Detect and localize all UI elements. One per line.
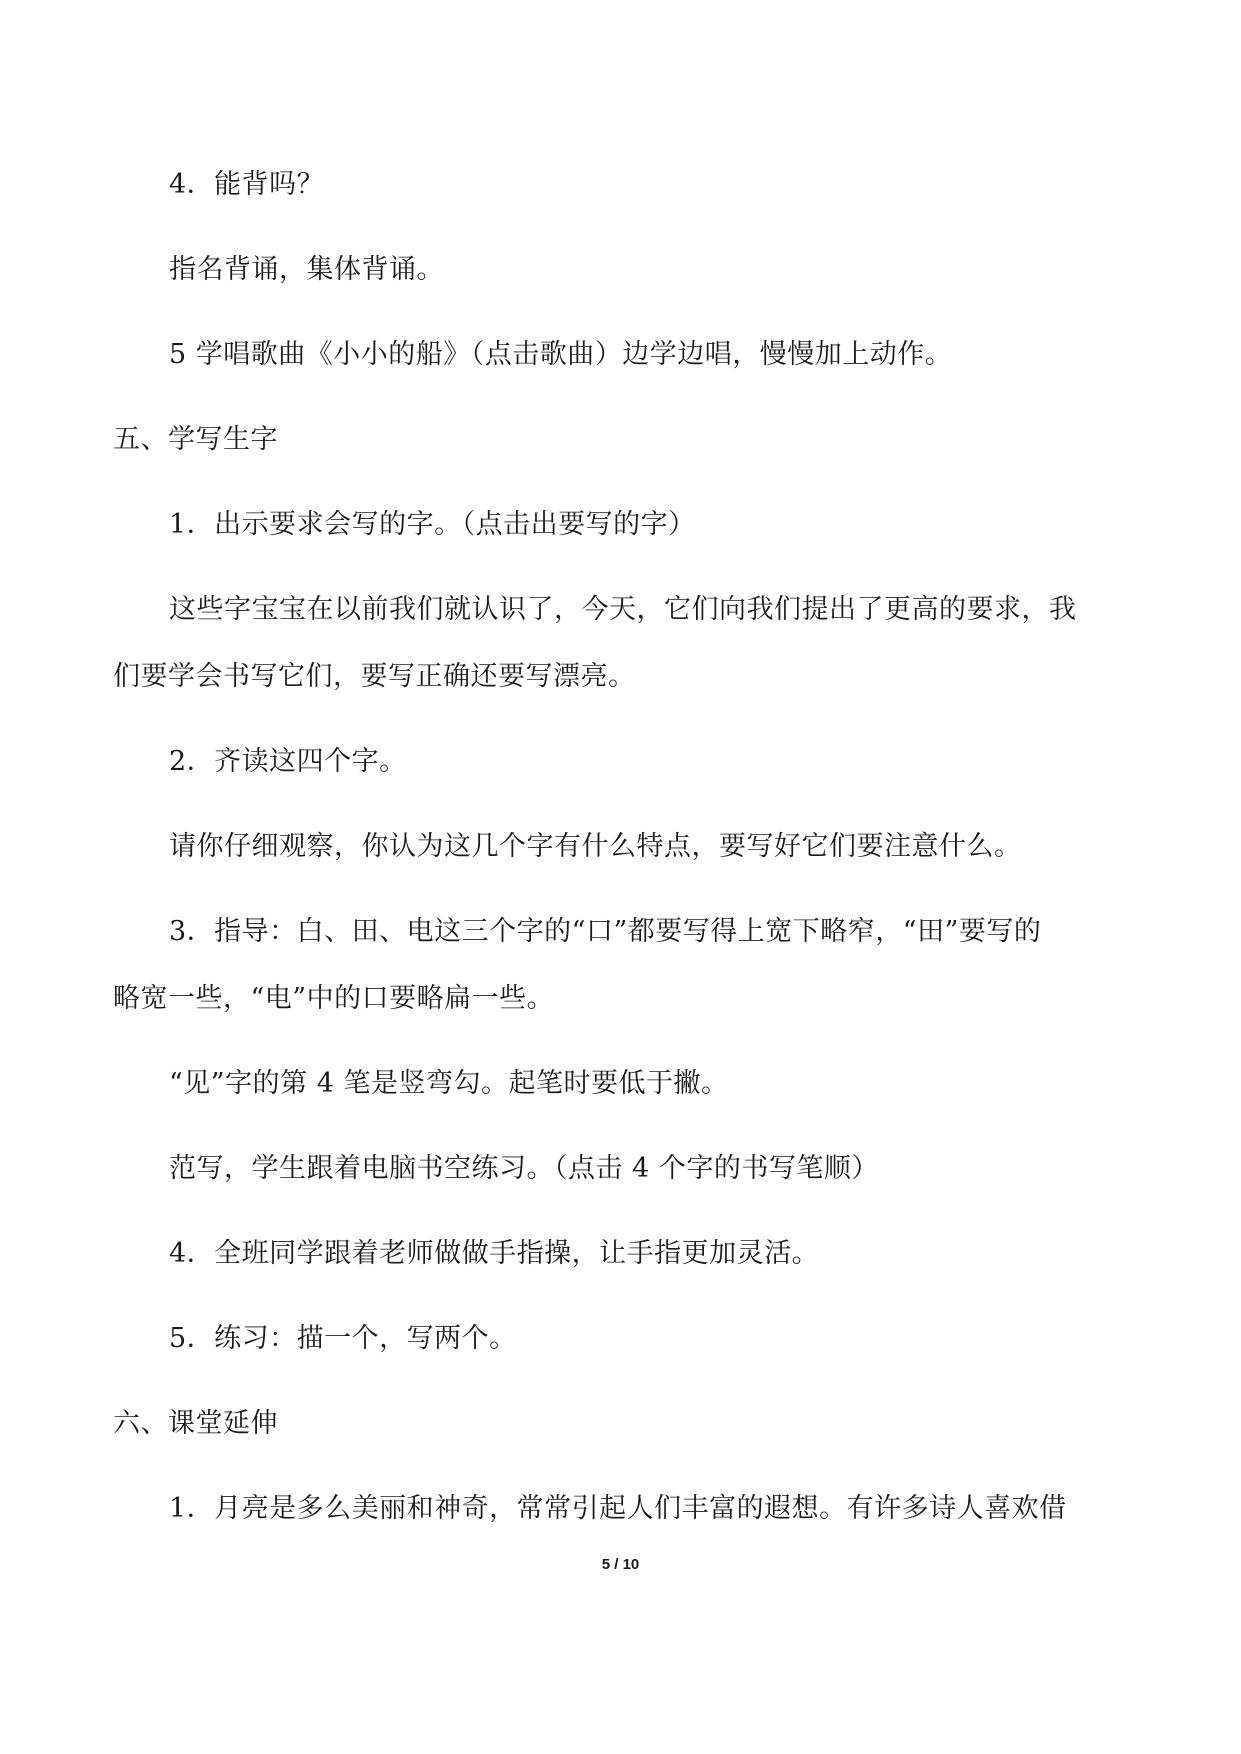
- extension-step-1: 1．月亮是多么美丽和神奇，常常引起人们丰富的遐想。有许多诗人喜欢借: [169, 1493, 1067, 1524]
- paragraph-line: 这些字宝宝在以前我们就认识了，今天，它们向我们提出了更高的要求，我: [169, 594, 1077, 625]
- stroke-note: “见”字的第 4 笔是竖弯勾。起笔时要低于撇。: [169, 1068, 729, 1099]
- demo-writing-note: 范写，学生跟着电脑书空练习。（点击 4 个字的书写笔顺）: [169, 1153, 879, 1184]
- step-4-recite-question: 4．能背吗？: [169, 169, 325, 200]
- recite-instruction: 指名背诵，集体背诵。: [169, 254, 444, 285]
- writing-step-2: 2．齐读这四个字。: [169, 746, 407, 777]
- section-heading-5: 五、学写生字: [113, 424, 278, 455]
- writing-step-4: 4．全班同学跟着老师做做手指操，让手指更加灵活。: [169, 1238, 820, 1269]
- writing-step-5: 5．练习：描一个，写两个。: [169, 1323, 517, 1354]
- writing-step-3-continued: 略宽一些，“电”中的口要略扁一些。: [113, 983, 555, 1014]
- writing-step-1: 1．出示要求会写的字。（点击出要写的字）: [169, 509, 696, 540]
- writing-step-3: 3．指导：白、田、电这三个字的“口”都要写得上宽下略窄，“田”要写的: [169, 916, 1042, 947]
- step-5-sing-song: 5 学唱歌曲《小小的船》（点击歌曲）边学边唱，慢慢加上动作。: [169, 339, 953, 370]
- observation-prompt: 请你仔细观察，你认为这几个字有什么特点，要写好它们要注意什么。: [169, 831, 1022, 862]
- section-heading-6: 六、课堂延伸: [113, 1408, 278, 1439]
- paragraph-line-continued: 们要学会书写它们，要写正确还要写漂亮。: [113, 661, 636, 692]
- page-number: 5 / 10: [601, 1556, 640, 1573]
